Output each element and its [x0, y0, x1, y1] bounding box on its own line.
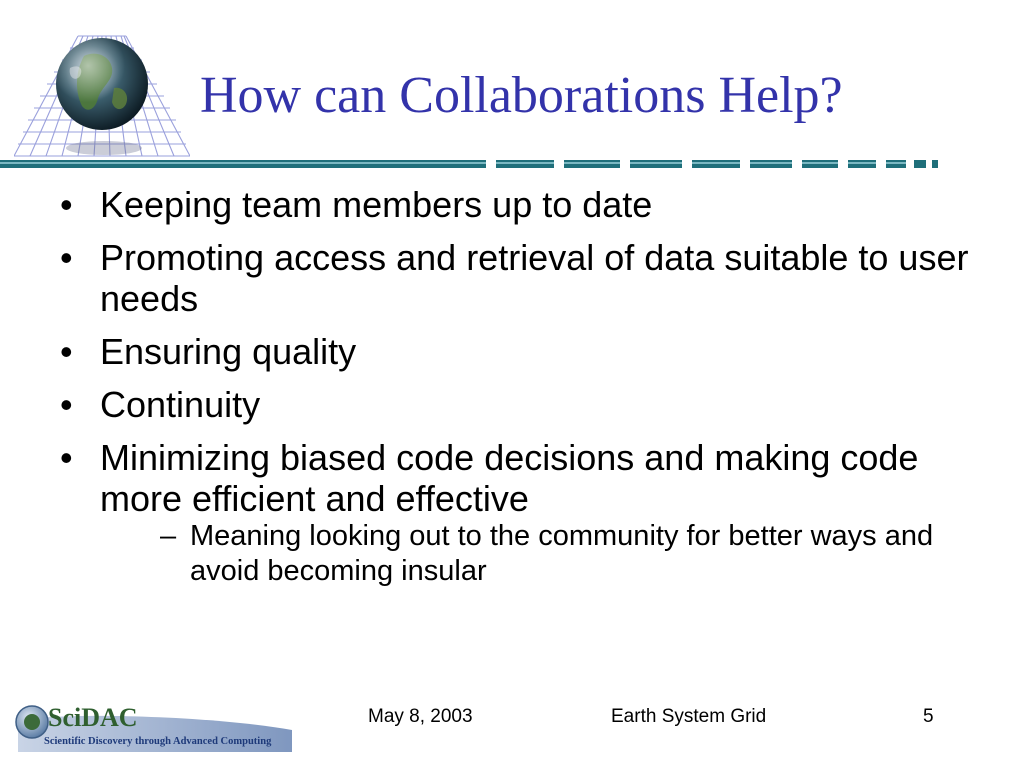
bullet-marker: • [60, 237, 73, 278]
scidac-tagline: Scientific Discovery through Advanced Computing [44, 736, 272, 747]
sub-bullet-text: Meaning looking out to the community for better ways and avoid becoming insular [190, 520, 934, 587]
bullet-marker: • [60, 331, 73, 372]
bullet-item [56, 184, 976, 225]
sub-bullet-item [100, 519, 976, 589]
sub-bullet-marker: – [160, 520, 177, 552]
bullet-text: Ensuring quality [100, 331, 357, 372]
footer-center-text: Earth System Grid [611, 706, 767, 727]
footer-date: May 8, 2003 [368, 706, 473, 727]
bullet-list [56, 184, 976, 601]
bullet-text: Promoting access and retrieval of data suitable to user needs [100, 237, 969, 319]
bullet-item [56, 437, 976, 589]
title-divider [0, 156, 944, 172]
scidac-logo [14, 698, 292, 752]
bullet-item [56, 384, 976, 425]
bullet-text: Minimizing biased code decisions and making code more efficient and effective [100, 437, 919, 519]
bullet-marker: • [60, 437, 73, 478]
bullet-marker: • [60, 184, 73, 225]
bullet-item [56, 331, 976, 372]
globe-grid-logo [14, 28, 190, 162]
slide-number: 5 [923, 706, 934, 727]
bullet-marker: • [60, 384, 73, 425]
bullet-text: Keeping team members up to date [100, 184, 653, 225]
bullet-text: Continuity [100, 384, 261, 425]
sub-bullet-list [100, 519, 976, 589]
bullet-item [56, 237, 976, 319]
slide-title: How can Collaborations Help? [200, 67, 843, 124]
scidac-brand-text: SciDAC [48, 703, 138, 732]
